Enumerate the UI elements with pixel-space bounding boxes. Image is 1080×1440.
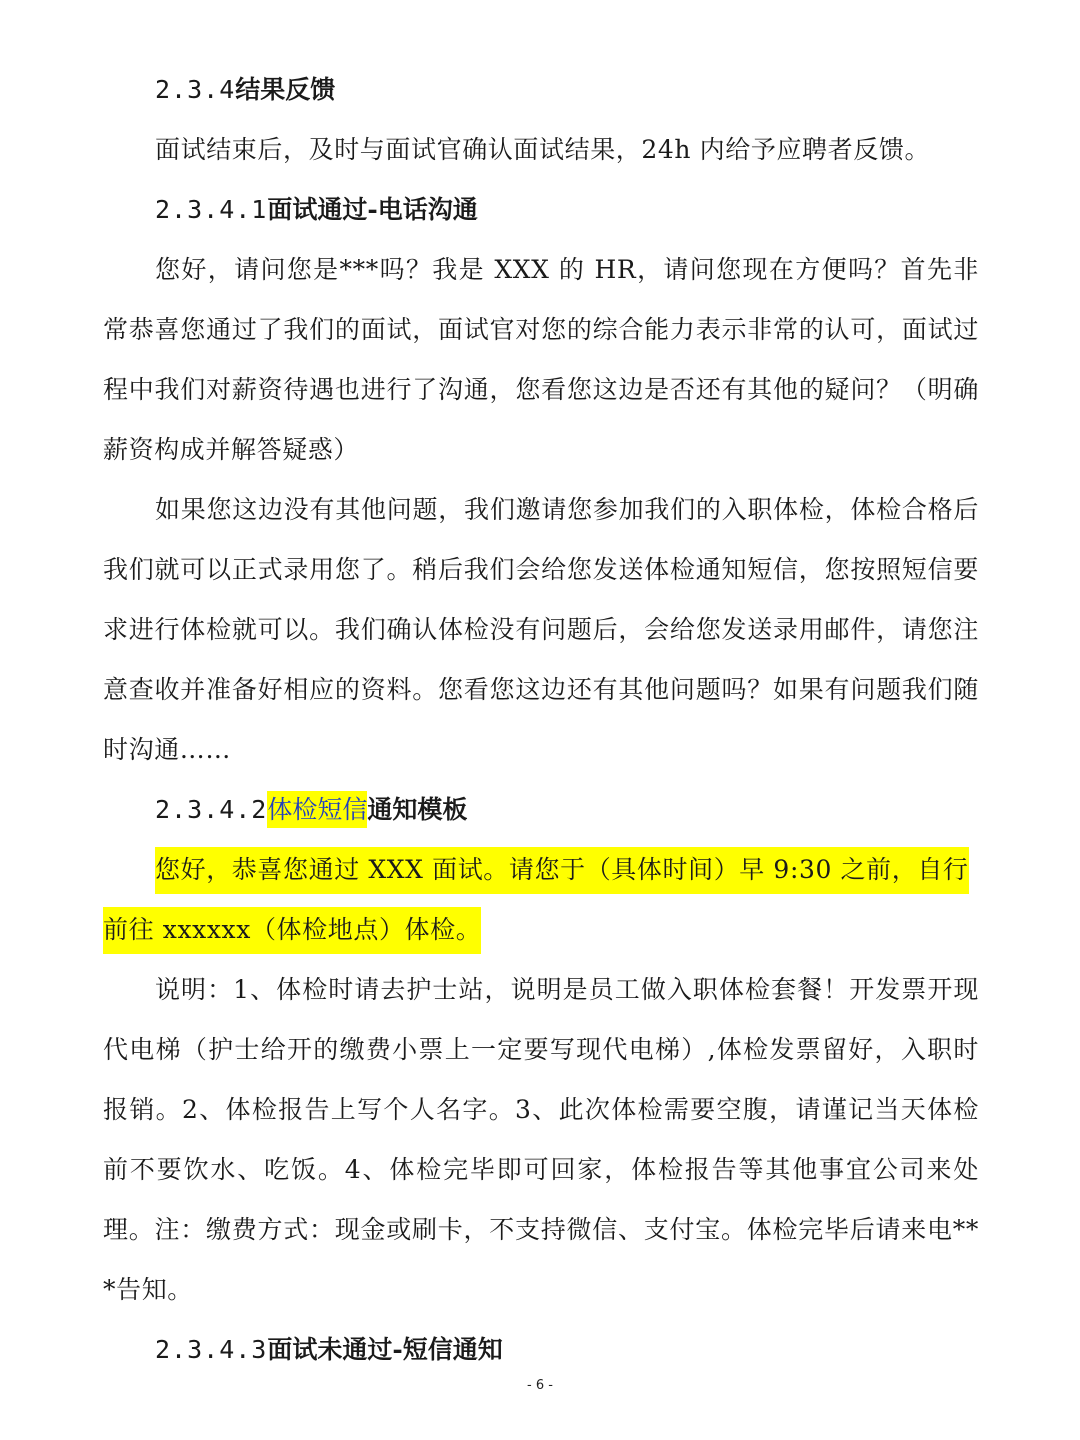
document-page bbox=[103, 60, 979, 1380]
medical-exam-note: 说明：1、体检时请去护士站，说明是员工做入职体检套餐！开发票开现代电梯（护士给开的缴费小票上一定要写现代电梯）,体检发票留好，入职时报销。2、体检报告上写个人名字。3、此次体检需要空腹，请谨记当天体检前不要饮水、吃饭。4、体检完毕即可回家，体检报告等其他事宜公司来处理。注：缴费方式：现金或刷卡，不支持微信、支付宝。体检完毕后请来电***告知。 bbox=[103, 975, 979, 1304]
sms-template-paragraph bbox=[103, 840, 979, 960]
section-title: 面试通过-电话沟通 bbox=[267, 195, 478, 224]
section-title: 结果反馈 bbox=[235, 75, 336, 104]
phone-script-paragraph-2: 如果您这边没有其他问题，我们邀请您参加我们的入职体检，体检合格后我们就可以正式录用您了。稍后我们会给您发送体检通知短信，您按照短信要求进行体检就可以。我们确认体检没有问题后，会给您发送录用邮件，请您注意查收并准备好相应的资料。您看您这边还有其他问题吗？如果有问题我们随时沟通…… bbox=[103, 495, 979, 764]
highlighted-title-text: 体检短信 bbox=[267, 791, 367, 828]
phone-script-paragraph-1: 您好，请问您是***吗？我是 XXX 的 HR，请问您现在方便吗？首先非常恭喜您通过了我们的面试，面试官对您的综合能力表示非常的认可，面试过程中我们对薪资待遇也进行了沟通，您看您这边是否还有其他的疑问？（明确薪资构成并解答疑惑） bbox=[103, 255, 979, 464]
section-number: 2.3.4 bbox=[155, 75, 236, 104]
section-2-3-4-2-heading bbox=[103, 780, 979, 840]
page-number: - 6 - bbox=[527, 1378, 553, 1393]
section-title: 通知模板 bbox=[367, 795, 468, 824]
section-number: 2.3.4.2 bbox=[155, 795, 268, 824]
section-title: 面试未通过-短信通知 bbox=[267, 1335, 503, 1364]
section-number: 2.3.4.3 bbox=[155, 1335, 268, 1364]
section-number: 2.3.4.1 bbox=[155, 195, 268, 224]
sms-template-text: 您好，恭喜您通过 XXX 面试。请您于（具体时间）早 9:30 之前，自行前往 xxxxxx（体检地点）体检。 bbox=[103, 847, 969, 954]
section-2-3-4-3-heading bbox=[103, 1320, 979, 1380]
section-2-3-4-heading bbox=[103, 60, 979, 120]
section-2-3-4-body: 面试结束后，及时与面试官确认面试结果，24h 内给予应聘者反馈。 bbox=[155, 135, 931, 164]
section-2-3-4-1-heading bbox=[103, 180, 979, 240]
